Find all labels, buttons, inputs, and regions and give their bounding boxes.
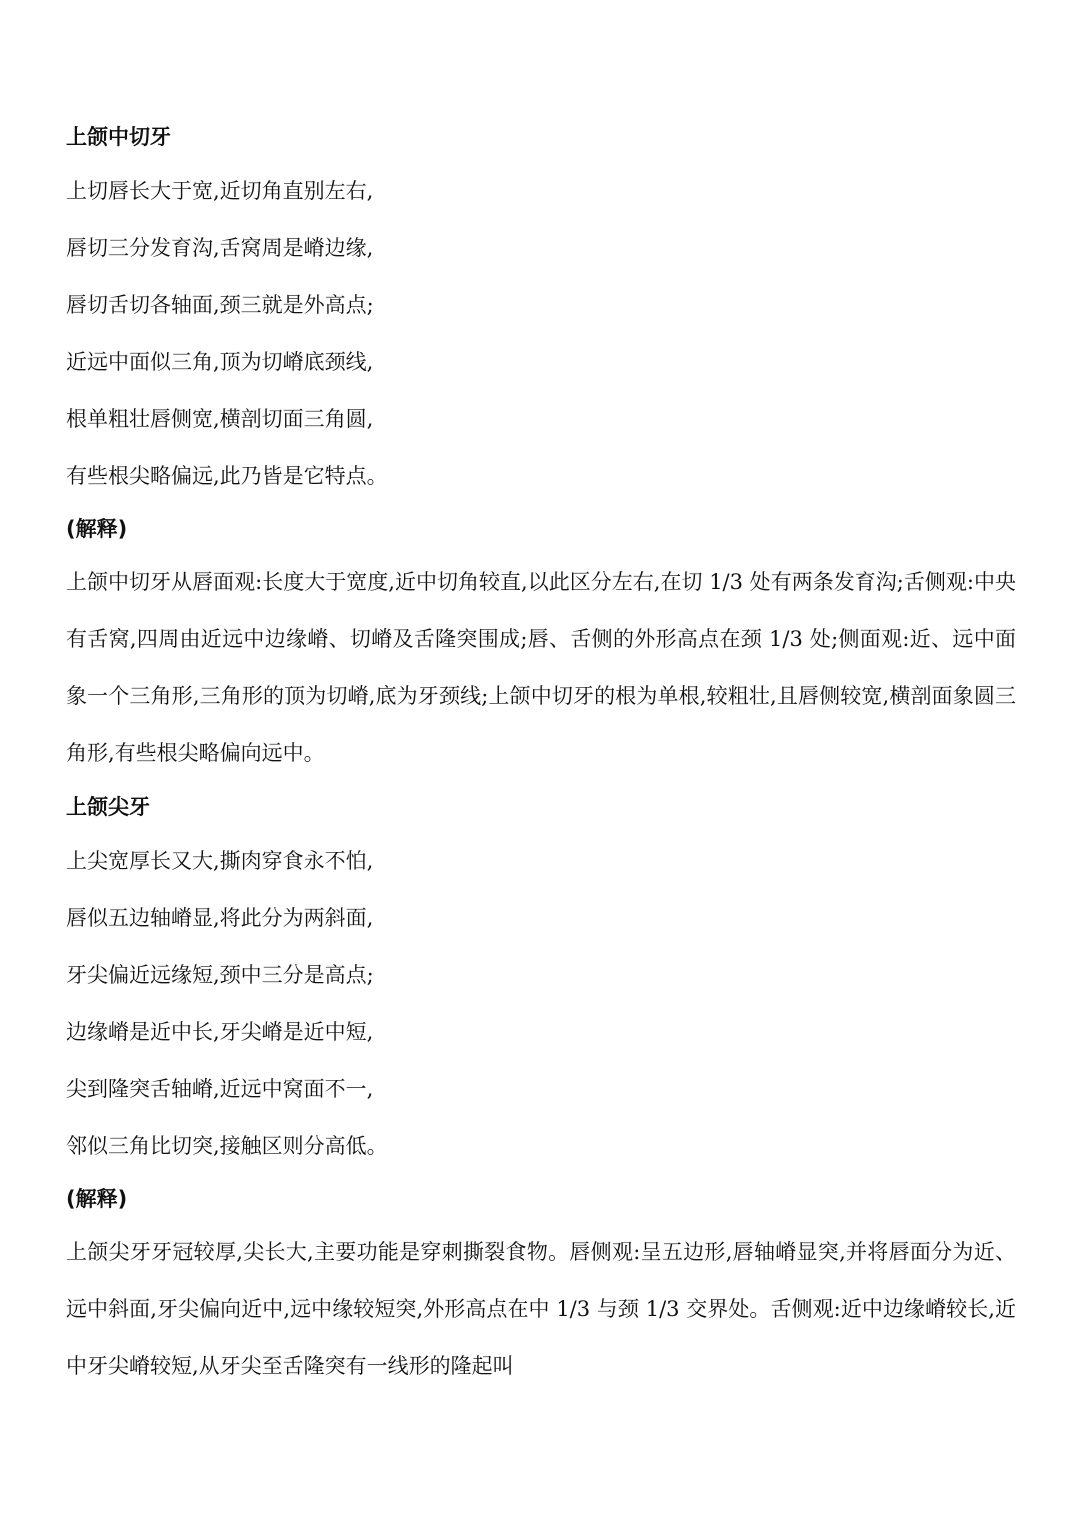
- verse-line: 邻似三角比切突,接触区则分高低。: [66, 1133, 388, 1158]
- verse-line: 边缘嵴是近中长,牙尖嵴是近中短,: [66, 1019, 374, 1044]
- explanation-label: (解释): [66, 517, 128, 541]
- section-heading: 上颌尖牙: [66, 795, 150, 819]
- section-heading: 上颌中切牙: [66, 125, 171, 149]
- verse-line: 牙尖偏近远缘短,颈中三分是高点;: [66, 962, 374, 987]
- verse-line: 上尖宽厚长又大,撕肉穿食永不怕,: [66, 848, 374, 873]
- verse-line: 近远中面似三角,顶为切嵴底颈线,: [66, 349, 374, 374]
- verse-line: 有些根尖略偏远,此乃皆是它特点。: [66, 463, 388, 488]
- document-page: [66, 112, 1016, 1395]
- section-maxillary-central-incisor: [66, 112, 1016, 782]
- verse-line: 唇切舌切各轴面,颈三就是外高点;: [66, 292, 374, 317]
- explanation-label: (解释): [66, 1187, 128, 1211]
- verse-line: 根单粗壮唇侧宽,横剖切面三角圆,: [66, 406, 374, 431]
- verse-line: 唇似五边轴嵴显,将此分为两斜面,: [66, 905, 374, 930]
- verse-line: 唇切三分发育沟,舌窝周是嵴边缘,: [66, 235, 374, 260]
- verse-line: 上切唇长大于宽,近切角直别左右,: [66, 178, 374, 203]
- verse-line: 尖到隆突舌轴嵴,近远中窝面不一,: [66, 1076, 374, 1101]
- explanation-paragraph: 上颌中切牙从唇面观:长度大于宽度,近中切角较直,以此区分左右,在切 1/3 处有两条发育沟;舌侧观:中央有舌窝,四周由近远中边缘嵴、切嵴及舌隆突围成;唇、舌侧的外形高点在颈 1/3 处;侧面观:近、远中面象一个三角形,三角形的顶为切嵴,底为牙颈线;上颌中切牙的根为单根,较粗壮,且唇侧较宽,横剖面象圆三角形,有些根尖略偏向远中。: [66, 570, 1016, 765]
- explanation-paragraph: 上颌尖牙牙冠较厚,尖长大,主要功能是穿刺撕裂食物。唇侧观:呈五边形,唇轴嵴显突,并将唇面分为近、远中斜面,牙尖偏向近中,远中缘较短突,外形高点在中 1/3 与颈 1/3 交界处。舌侧观:近中边缘嵴较长,近中牙尖嵴较短,从牙尖至舌隆突有一线形的隆起叫: [66, 1240, 1016, 1378]
- section-maxillary-canine: [66, 782, 1016, 1395]
